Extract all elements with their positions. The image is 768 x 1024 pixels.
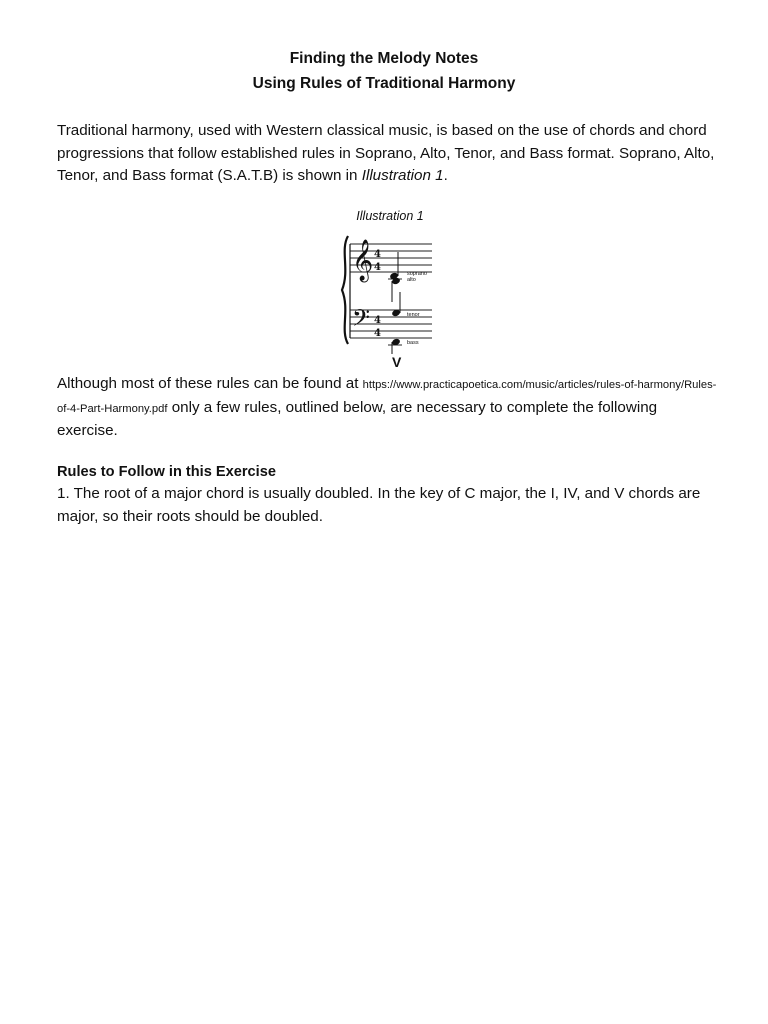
bass-time-signature: 4 (374, 315, 381, 326)
intro-text: Traditional harmony, used with Western classical music, is based on the use of chords and chord progressions that follow established rules in Soprano, Alto, Tenor, and Bass format. Soprano, Alto, Tenor, and Bass format (S.A.T.B) is shown in (57, 122, 715, 184)
document-title: Finding the Melody Notes (289, 50, 479, 67)
roman-numeral-label: V (392, 354, 402, 370)
source-url-link[interactable]: https://www.practicapoetica.com/music/articles/rules-of-harmony/Rules-of-4-Part-Harmony.pdf (57, 379, 717, 415)
treble-clef-icon: 𝄞 (352, 240, 374, 281)
treble-time-signature: 4 (374, 249, 381, 260)
document-subtitle: Using Rules of Traditional Harmony (252, 75, 516, 92)
grand-staff-brace (342, 236, 348, 344)
intro-paragraph (57, 120, 717, 188)
source-text-before: Although most of these rules can be found at (57, 375, 363, 392)
source-text-after: only a few rules, outlined below, are necessary to complete the following exercise. (57, 398, 658, 439)
soprano-label: soprano (407, 271, 427, 277)
bass-time-signature-lower: 4 (374, 328, 381, 339)
alto-label: alto (407, 277, 416, 283)
source-paragraph (57, 373, 717, 443)
intro-emphasis: Illustration 1 (361, 167, 444, 184)
intro-text-end: . (443, 167, 448, 184)
treble-time-signature-lower: 4 (374, 262, 381, 273)
bass-label: bass (407, 340, 419, 346)
rules-heading: Rules to Follow in this Exercise (57, 464, 276, 480)
illustration-figure (340, 208, 440, 373)
bass-clef-icon: 𝄢 (352, 304, 371, 337)
satb-staff-illustration (340, 230, 440, 355)
rule-1: 1. The root of a major chord is usually doubled. In the key of C major, the I, IV, and V chords are major, so their roots should be doubled. (57, 485, 701, 525)
figure-caption: Illustration 1 (356, 209, 424, 223)
tenor-label: tenor (407, 312, 420, 318)
